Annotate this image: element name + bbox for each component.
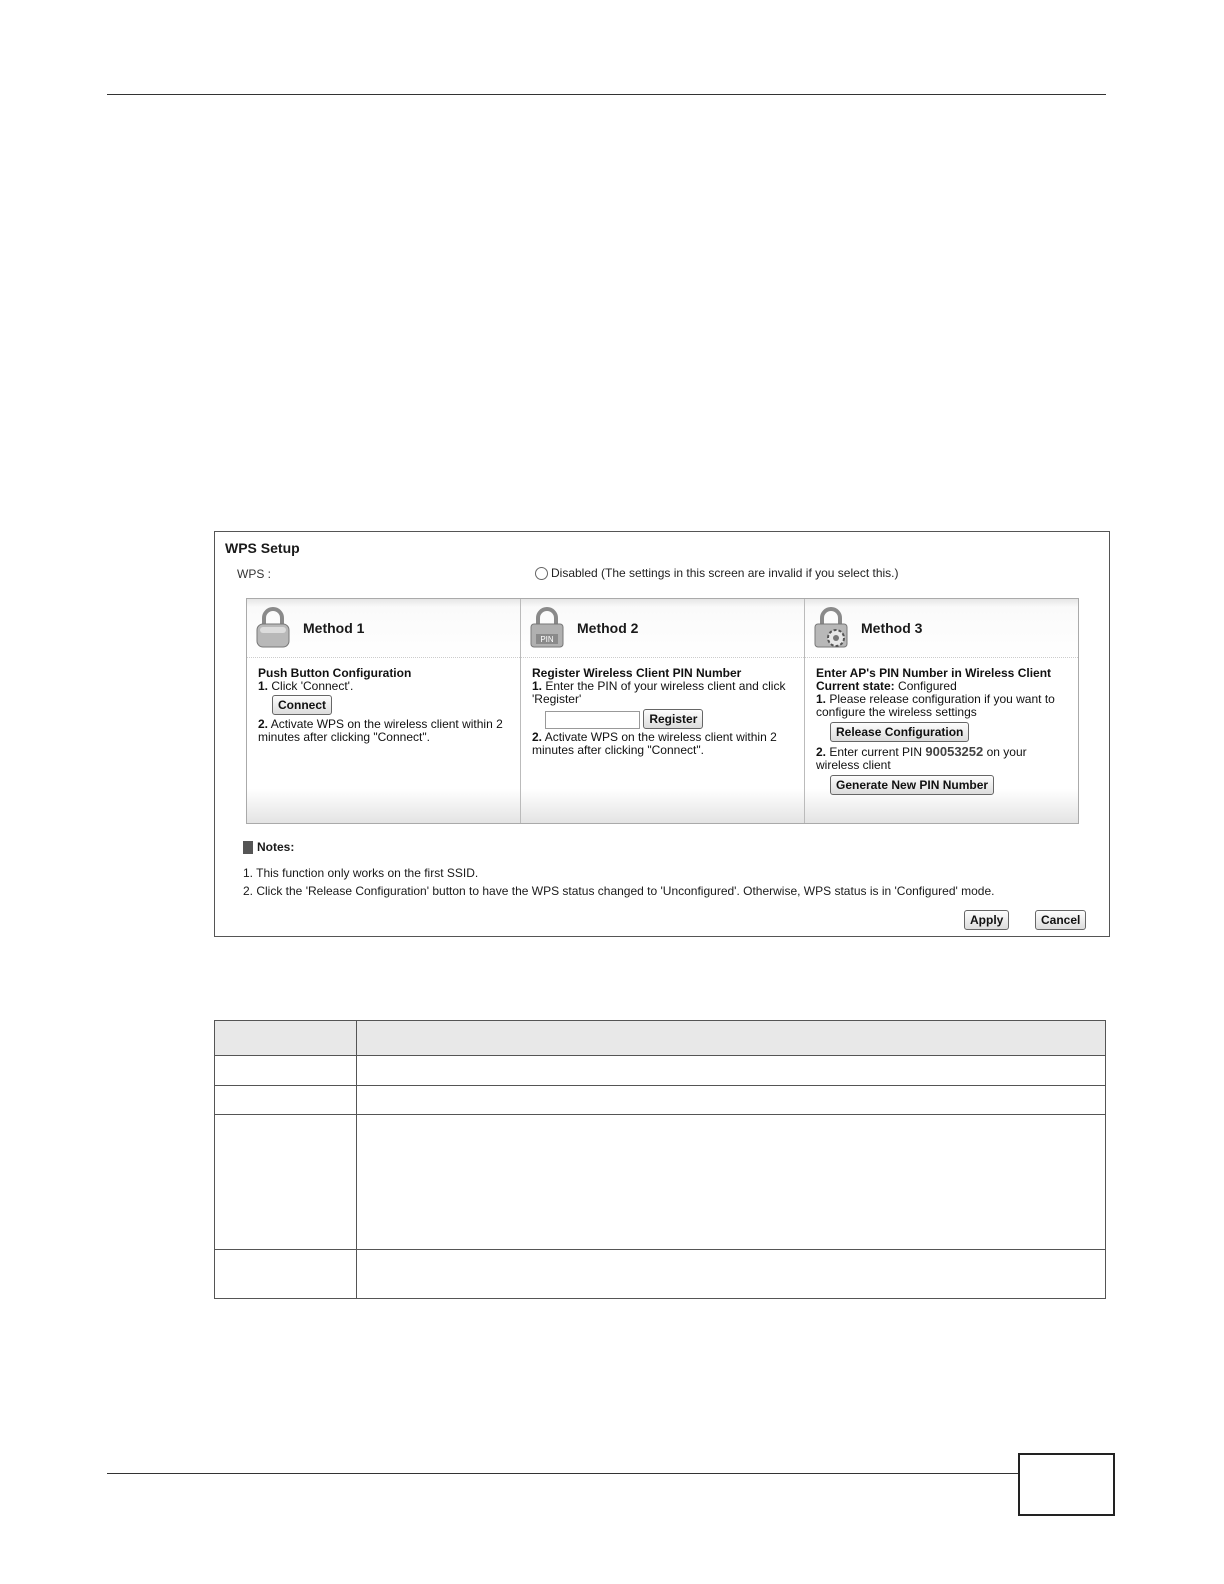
wps-setup-screenshot — [214, 531, 1110, 937]
method-1-step1: 1. Click 'Connect'. — [258, 679, 354, 693]
method-2-header — [521, 599, 804, 658]
method-3-step2: 2. Enter current PIN 90053252 on your wireless client — [816, 744, 1027, 772]
table-row — [215, 1115, 1106, 1250]
wps-disabled-option[interactable] — [535, 566, 899, 580]
table-row — [215, 1250, 1106, 1299]
apply-button[interactable]: Apply — [964, 910, 1009, 930]
method-1-column — [247, 599, 521, 823]
wps-disabled-label: Disabled (The settings in this screen are invalid if you select this.) — [551, 566, 899, 580]
method-1-header — [247, 599, 520, 658]
method-1-body — [258, 667, 514, 744]
header-rule — [107, 94, 1106, 95]
table-cell — [357, 1086, 1106, 1115]
method-3-title: Method 3 — [861, 620, 923, 636]
release-row — [816, 719, 1072, 745]
lock-icon — [255, 605, 291, 649]
wps-label: WPS : — [237, 567, 272, 581]
generate-row — [816, 772, 1072, 795]
method-3-heading: Enter AP's PIN Number in Wireless Client — [816, 666, 1052, 680]
notes-heading: Notes: — [243, 840, 294, 854]
method-3-column — [805, 599, 1078, 823]
method-1-title: Method 1 — [303, 620, 365, 636]
pin-lock-icon — [529, 605, 565, 649]
table-header-row — [215, 1021, 1106, 1056]
connect-row — [258, 693, 514, 718]
cancel-button[interactable]: Cancel — [1035, 910, 1086, 930]
connect-button[interactable]: Connect — [272, 695, 332, 715]
table-row — [215, 1086, 1106, 1115]
method-1-heading: Push Button Configuration — [258, 666, 412, 680]
method-2-column — [521, 599, 805, 823]
current-state: Current state: Configured — [816, 679, 957, 693]
table-cell — [215, 1021, 357, 1056]
note-2: 2. Click the 'Release Configuration' button to have the WPS status changed to 'Unconfigured'. Otherwise, WPS status is in 'Configured' mode. — [243, 884, 995, 898]
release-configuration-button[interactable]: Release Configuration — [830, 722, 969, 742]
wps-methods-panel — [246, 598, 1079, 824]
table-cell — [357, 1250, 1106, 1299]
table-row — [215, 1056, 1106, 1086]
screen-title: WPS Setup — [225, 540, 300, 556]
method-2-step2: 2. Activate WPS on the wireless client within 2 minutes after clicking "Connect". — [532, 730, 777, 757]
method-2-heading: Register Wireless Client PIN Number — [532, 666, 742, 680]
gear-lock-icon — [813, 605, 849, 649]
method-2-step1: 1. Enter the PIN of your wireless client and click 'Register' — [532, 679, 786, 706]
method-3-header — [805, 599, 1078, 658]
register-button[interactable]: Register — [643, 709, 703, 729]
table-cell — [215, 1250, 357, 1299]
method-1-step2: 2. Activate WPS on the wireless client within 2 minutes after clicking "Connect". — [258, 717, 503, 744]
wps-disabled-radio[interactable] — [535, 567, 548, 580]
method-2-body — [532, 667, 798, 757]
generate-pin-button[interactable]: Generate New PIN Number — [830, 775, 994, 795]
method-3-body — [816, 667, 1072, 795]
table-cell — [215, 1086, 357, 1115]
table-cell — [357, 1056, 1106, 1086]
table-cell — [357, 1021, 1106, 1056]
method-2-title: Method 2 — [577, 620, 639, 636]
ap-pin: 90053252 — [925, 744, 984, 759]
svg-text:PIN: PIN — [540, 635, 554, 644]
table-cell — [215, 1115, 357, 1250]
table-cell — [215, 1056, 357, 1086]
register-row — [532, 706, 798, 731]
footer-rule — [107, 1473, 1018, 1474]
page-number-box — [1018, 1453, 1115, 1516]
client-pin-input[interactable] — [545, 711, 640, 729]
description-table — [214, 1020, 1106, 1299]
table-cell — [357, 1115, 1106, 1250]
note-icon — [243, 841, 253, 854]
method-3-step1: 1. Please release configuration if you want to configure the wireless settings — [816, 692, 1055, 719]
note-1: 1. This function only works on the first SSID. — [243, 866, 479, 880]
